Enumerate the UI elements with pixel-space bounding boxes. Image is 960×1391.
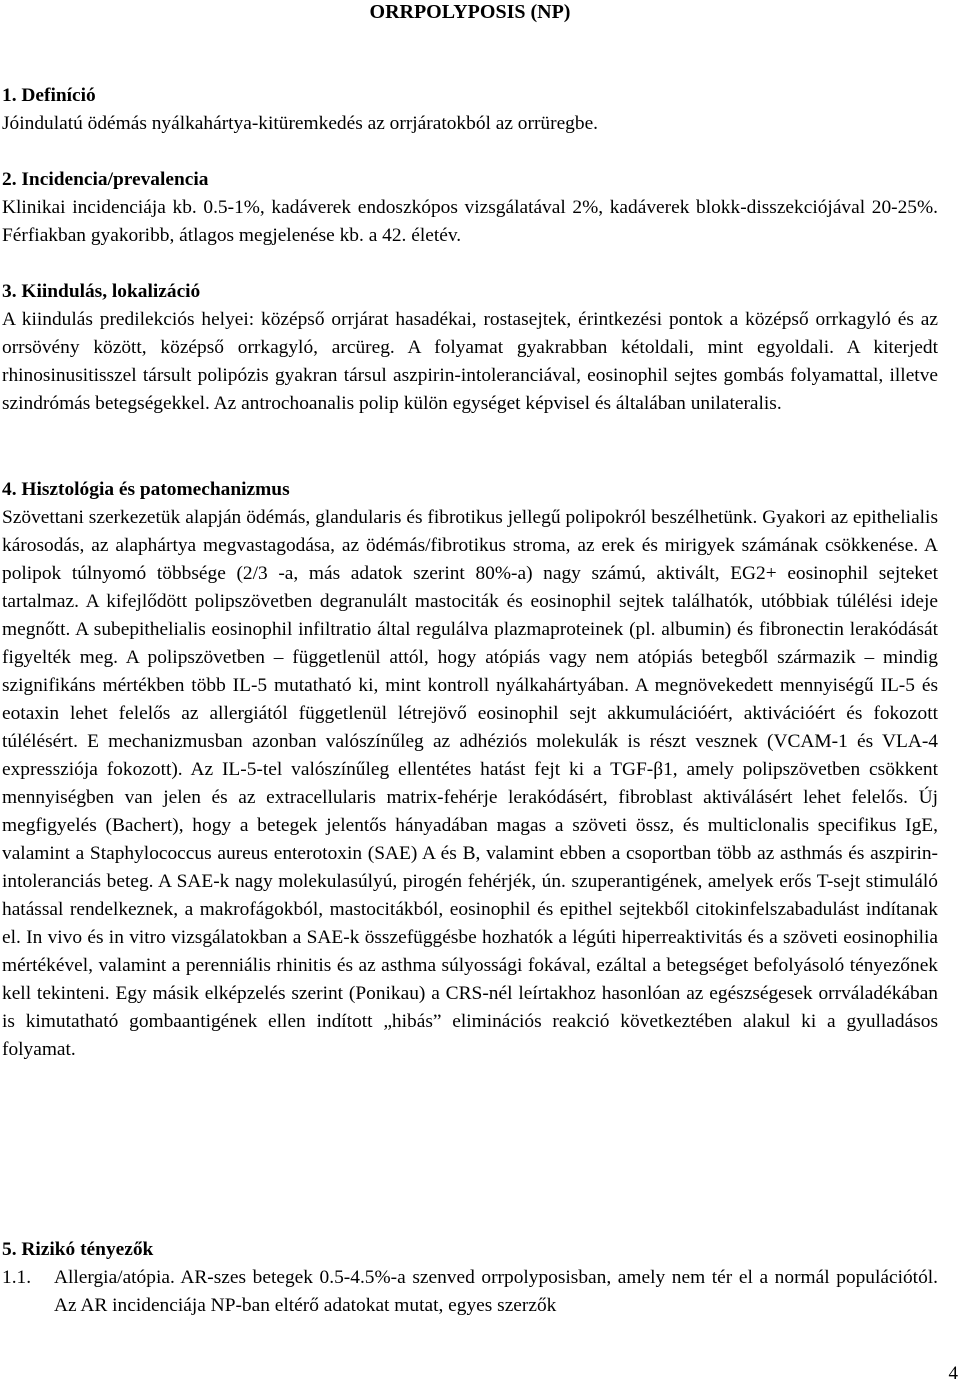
section-definition	[2, 82, 938, 138]
section-body: Klinikai incidenciája kb. 0.5-1%, kadáverek endoszkópos vizsgálatával 2%, kadáverek blokk-disszekciójával 20-25%. Férfiakban gyakoribb, átlagos megjelenése kb. a 42. életév.	[2, 197, 938, 246]
section-heading: 2. Incidencia/prevalencia	[2, 169, 209, 190]
section-risk-factors	[2, 1236, 938, 1316]
section-heading: 1. Definíció	[2, 85, 96, 106]
document-title: ORRPOLYPOSIS (NP)	[369, 1, 571, 23]
section-histology	[2, 476, 938, 1064]
section-heading: 5. Rizikó tényezők	[2, 1239, 154, 1260]
section-incidence	[2, 166, 938, 250]
section-body: Jóindulatú ödémás nyálkahártya-kitüremkedés az orrjáratokból az orrüregbe.	[2, 113, 599, 134]
list-item-text: Allergia/atópia. AR-szes betegek 0.5-4.5%-a szenved orrpolyposisban, amely nem tér el a normál populációtól. Az AR incidenciája NP-ban eltérő adatokat mutat, egyes szerzők	[54, 1267, 938, 1316]
page-number: 4	[948, 1363, 958, 1384]
section-heading: 4. Hisztológia és patomechanizmus	[2, 479, 290, 500]
section-localization	[2, 278, 938, 418]
section-body: Szövettani szerkezetük alapján ödémás, glandularis és fibrotikus jellegű polipokról beszélhetünk. Gyakori az epithelialis károsodás, az alaphártya megvastagodása, az ödémás/fibrotikus stroma, az erek és mirigyek számának csökkenése. A polipok túlnyomó többsége (2/3 -a, más adatok szerint 80%-a) nagy számú, aktivált, EG2+ eosinophil sejteket tartalmaz. A kifejlődött polipszövetben degranulált mastociták és eosinophil sejtek találhatók, utóbbiak túlélési ideje megnőtt. A subepithelialis eosinophil infiltratio által regulálva plazmaproteinek (pl. albumin) és fibronectin lerakódását figyelték meg. A polipszövetben – függetlenül attól, hogy atópiás vagy nem atópiás betegből származik – mindig szignifikáns mértékben több IL-5 mutatható ki, mint kontroll nyálkahártyában. A megnövekedett mennyiségű IL-5 és eotaxin lehet felelős az allergiától függetlenül létrejövő eosinophil sejt akkumulációért, aktivációért és fokozott túlélésért. E mechanizmusban azonban valószínűleg az adhéziós molekulák is részt vesznek (VCAM-1 és VLA-4 expressziója fokozott). Az IL-5-tel valószínűleg ellentétes hatást fejt ki a TGF-β1, amely polipszövetben csökkent mennyiségben van jelen és az extracellularis matrix-fehérje lerakódásért, fibroblast aktiválásért lehet felelős. Új megfigyelés (Bachert), hogy a betegek jelentős hányadában magas a szöveti össz, és multiclonalis specifikus IgE, valamint a Staphylococcus aureus enterotoxin (SAE) A és B, valamint ebben a csoportban több az asthmás és aszpirin-intoleranciás beteg. A SAE-k nagy molekulasúlyú, pirogén fehérjék, ún. szuperantigének, amelyek erős T-sejt stimuláló hatással rendelkeznek, a makrofágokból, mastocitákból, eosinophil és epithel sejtekből citokinfelszabadulást indítanak el. In vivo és in vitro vizsgálatokban a SAE-k összefüggésbe hozhatók a légúti hiperreaktivitás és a szöveti eosinophilia mértékével, valamint a perenniális rhinitis és az asthma súlyossági fokával, ezáltal a betegséget befolyásoló tényezőnek kell tekinteni. Egy másik elképzelés szerint (Ponikau) a CRS-nél leírtakhoz hasonlóan az egészségesek orrváladékában is kimutatható gombaantigének ellen indított „hibás” eliminációs reakció következtében alakul ki a gyulladásos folyamat.	[2, 507, 938, 1060]
section-body: A kiindulás predilekciós helyei: középső orrjárat hasadékai, rostasejtek, érintkezési pontok a középső orrkagyló és az orrsövény között, középső orrkagyló, arcüreg. A folyamat gyakrabban kétoldali, mint egyoldali. A kiterjedt rhinosinusitisszel társult polipózis gyakran társul aszpirin-intoleranciával, eosinophil sejtes gombás folyamattal, illetve szindrómás betegségekkel. Az antrochoanalis polip külön egységet képvisel és általában unilateralis.	[2, 309, 938, 414]
list-item-number: 1.1.	[2, 1267, 32, 1288]
section-heading: 3. Kiindulás, lokalizáció	[2, 281, 201, 302]
